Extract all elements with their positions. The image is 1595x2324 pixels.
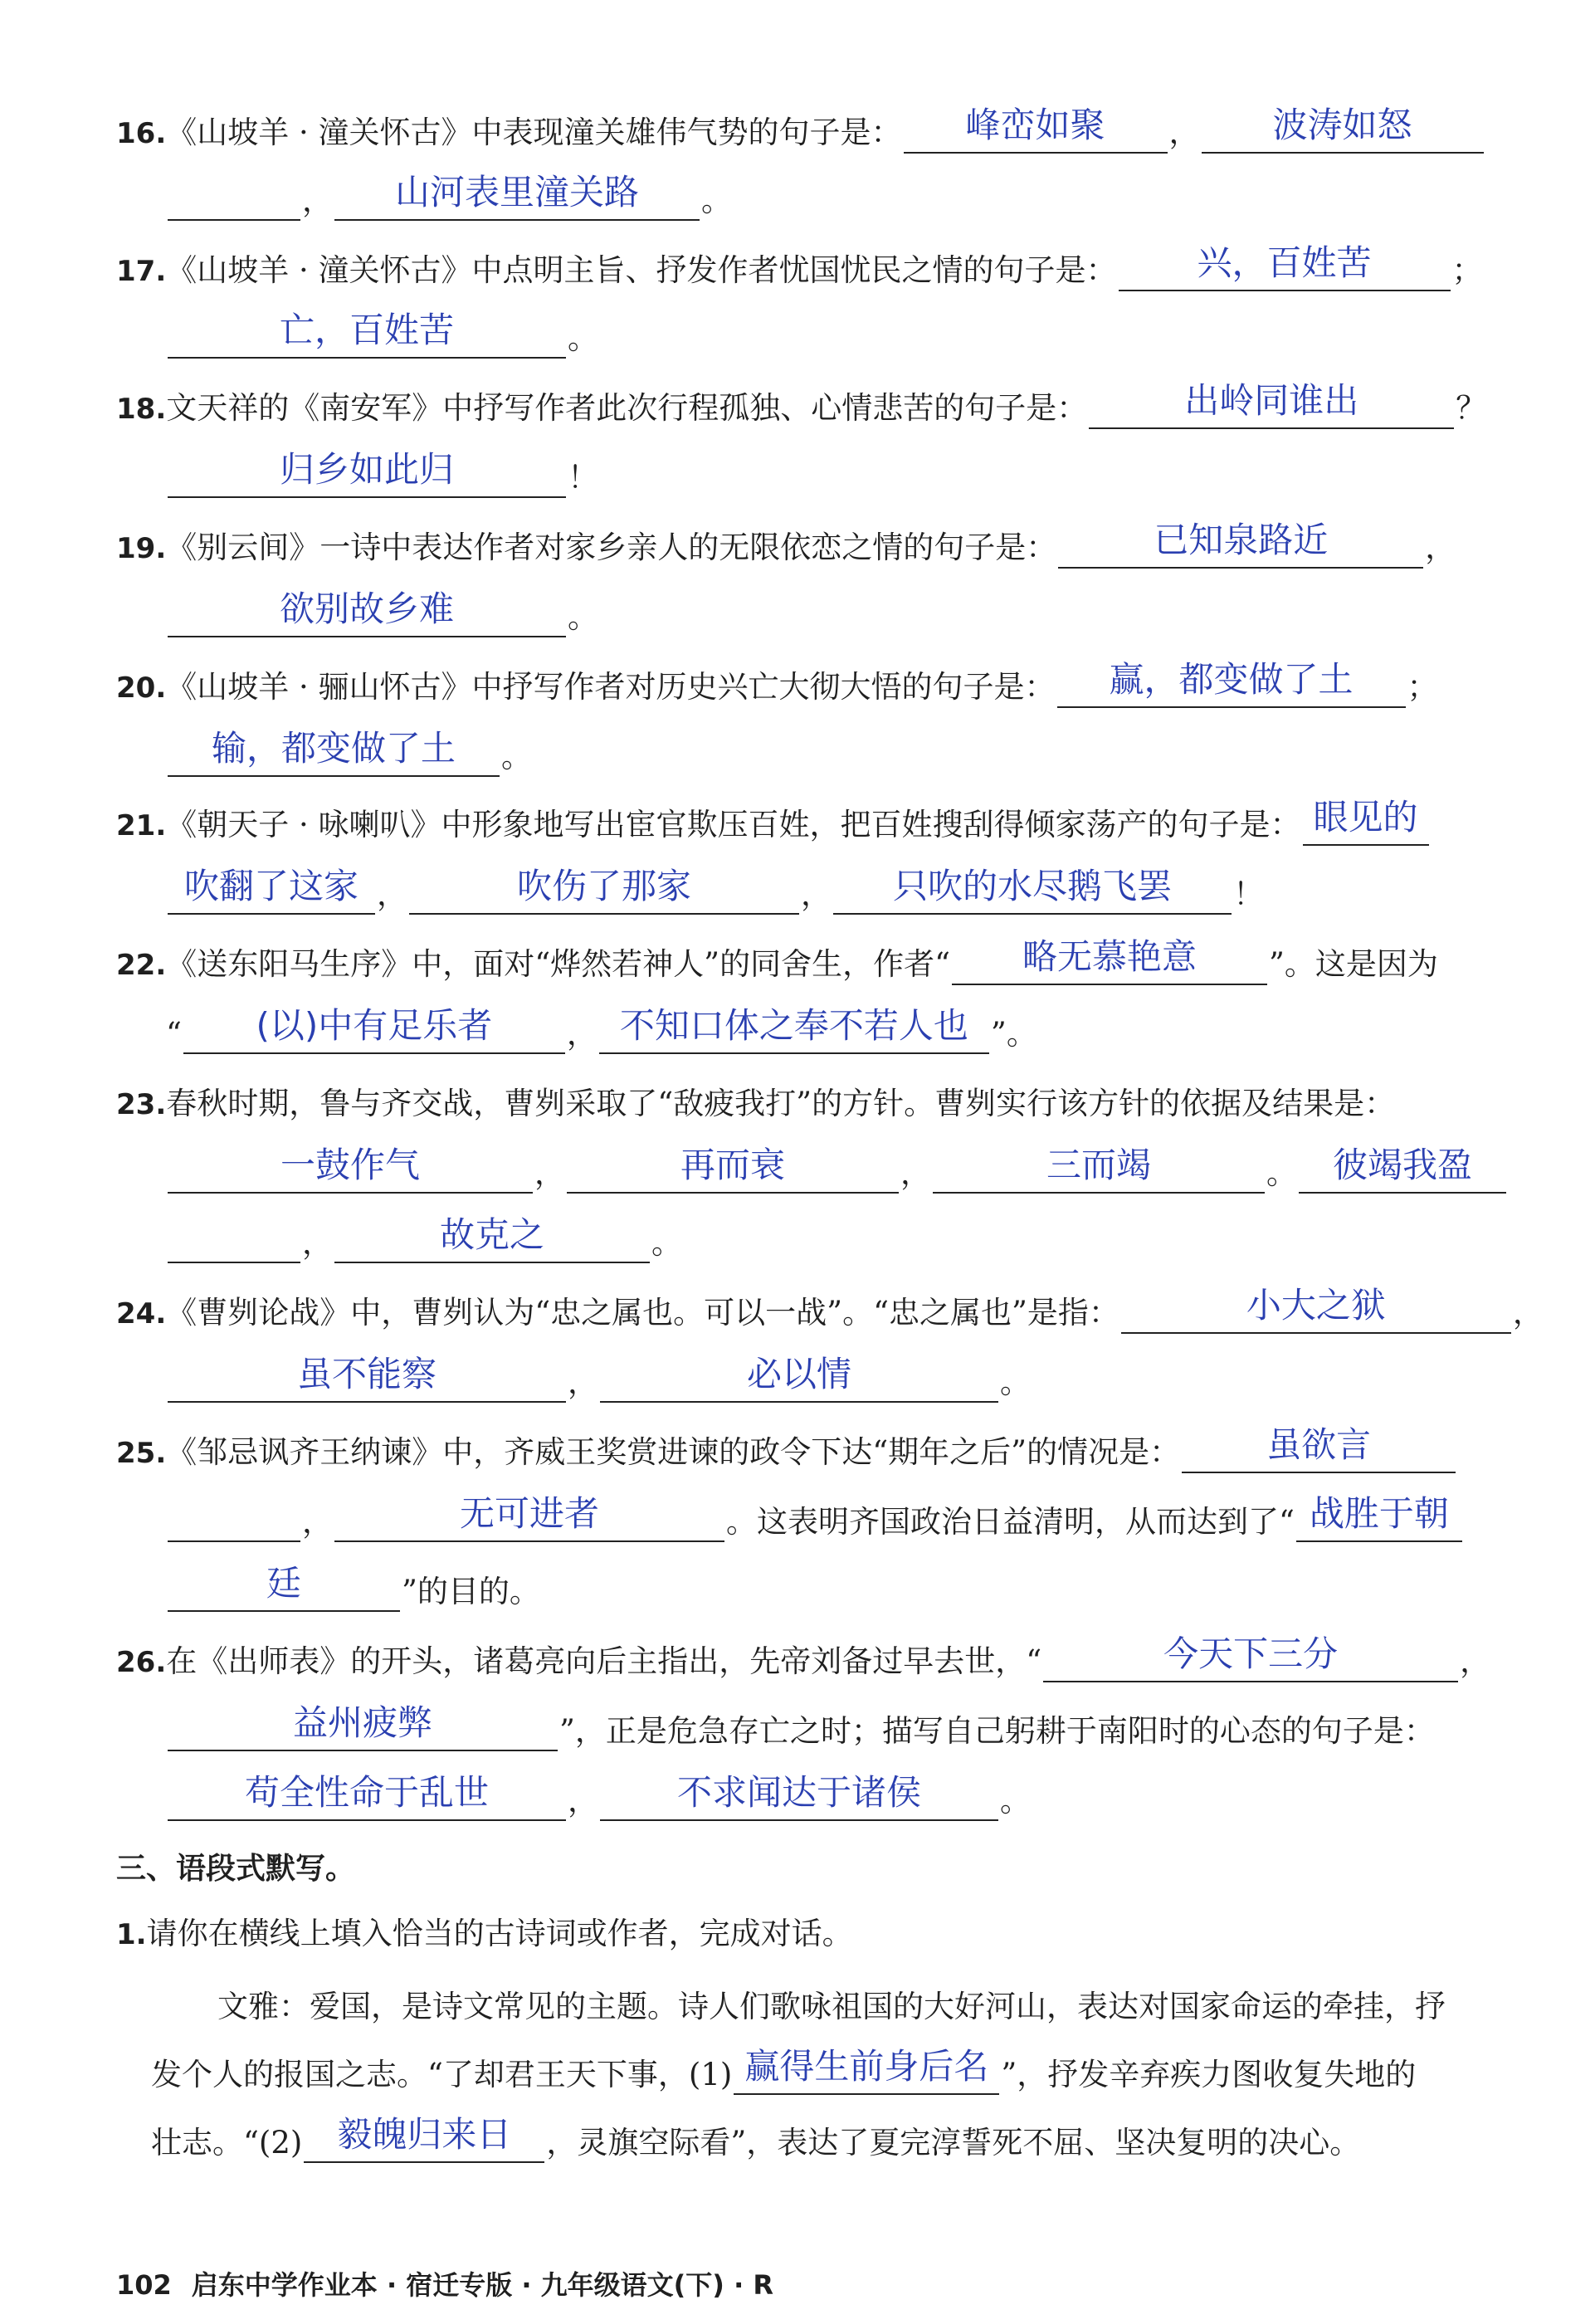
- answer-blank[interactable]: [1299, 1145, 1506, 1194]
- punct: ，: [1512, 1295, 1544, 1330]
- q26-line2: [166, 1702, 1435, 1751]
- punct: ，: [302, 1225, 333, 1261]
- answer-blank[interactable]: [168, 310, 566, 359]
- punct: ；: [1451, 252, 1483, 288]
- handwritten-answer: 略无慕艳意: [1022, 936, 1197, 977]
- punct: ，: [302, 1504, 333, 1540]
- handwritten-answer: 输，都变做了土: [211, 728, 456, 769]
- answer-blank[interactable]: [952, 936, 1267, 985]
- question-text: 《山坡羊 · 骊山怀古》中抒写作者对历史兴亡大彻大悟的句子是：: [166, 669, 1056, 705]
- answer-blank[interactable]: [168, 449, 566, 498]
- punct: ，: [900, 1155, 931, 1191]
- answer-blank[interactable]: [168, 728, 500, 777]
- q24-line1: [116, 1285, 1544, 1334]
- answer-blank[interactable]: [168, 1772, 566, 1821]
- handwritten-answer: 彼竭我盈: [1332, 1145, 1472, 1185]
- question-text: 《邹忌讽齐王纳谏》中，齐威王奖赏进谏的政令下达“期年之后”的情况是：: [166, 1434, 1181, 1470]
- dialog-line1: 文雅：爱国，是诗文常见的主题。诗人们歌咏祖国的大好河山，表达对国家命运的牵挂，抒: [217, 1989, 1446, 2024]
- punct: ！: [1233, 876, 1264, 912]
- punct: 。: [568, 320, 598, 356]
- handwritten-answer: 眼见的: [1313, 797, 1418, 837]
- handwritten-answer: 出岭同谁出: [1184, 380, 1359, 421]
- answer-blank[interactable]: [334, 1493, 724, 1542]
- handwritten-answer: 已知泉路近: [1154, 520, 1329, 560]
- question-number: 23.: [116, 1088, 167, 1121]
- q26-line3: [166, 1772, 1031, 1821]
- handwritten-answer: 吹翻了这家: [183, 866, 359, 906]
- punct: 。: [651, 1225, 682, 1261]
- punct: 。: [1000, 1783, 1031, 1819]
- answer-blank[interactable]: [1089, 380, 1454, 429]
- handwritten-answer: 必以情: [746, 1354, 851, 1394]
- q18-line1: [116, 380, 1487, 429]
- section-heading: 三、语段式默写。: [116, 1852, 356, 1886]
- answer-blank[interactable]: [1057, 659, 1406, 708]
- answer-blank[interactable]: [1303, 797, 1429, 846]
- answer-blank[interactable]: [304, 2114, 544, 2163]
- question-text: 在《出师表》的开头，诸葛亮向后主指出，先帝刘备过早去世，“: [166, 1643, 1042, 1679]
- q24-line2: [166, 1354, 1031, 1403]
- handwritten-answer: 益州疲弊: [292, 1702, 432, 1743]
- handwritten-answer: 归乡如此归: [279, 449, 454, 490]
- punct: 。: [1266, 1155, 1297, 1191]
- answer-blank[interactable]: [600, 1354, 998, 1403]
- handwritten-answer: 今天下三分: [1163, 1633, 1339, 1674]
- answer-blank[interactable]: [168, 1563, 400, 1612]
- answer-blank[interactable]: [1058, 520, 1423, 569]
- answer-blank[interactable]: [904, 105, 1168, 154]
- footer-title: 启东中学作业本 · 宿迁专版 · 九年级语文(下) · R: [191, 2269, 774, 2301]
- question-text: 《曹刿论战》中，曹刿认为“忠之属也。可以一战”。“忠之属也”是指：: [166, 1295, 1119, 1330]
- question-text: 《朝天子 · 咏喇叭》中形象地写出宦官欺压百姓，把百姓搜刮得倾家荡产的句子是：: [166, 807, 1301, 842]
- q18-line2: [166, 449, 598, 498]
- answer-blank[interactable]: [183, 1005, 565, 1054]
- dialog-line3: [151, 2114, 1361, 2163]
- answer-blank[interactable]: [168, 588, 566, 637]
- q21-line2: [166, 866, 1264, 915]
- punct: ，: [568, 1365, 598, 1400]
- punct: ，: [1460, 1643, 1491, 1679]
- q22-line2: [166, 1005, 1037, 1054]
- answer-blank[interactable]: [168, 1504, 300, 1542]
- answer-blank[interactable]: [168, 1145, 533, 1194]
- answer-blank[interactable]: [409, 866, 799, 915]
- punct: ，: [534, 1155, 565, 1191]
- punct: ；: [1407, 669, 1438, 705]
- q25-line1: [116, 1424, 1457, 1473]
- punct: 。: [568, 599, 598, 635]
- handwritten-answer: 故克之: [439, 1214, 544, 1255]
- answer-blank[interactable]: [600, 1772, 998, 1821]
- dialog-text: 壮志。“(2): [151, 2125, 303, 2160]
- handwritten-answer: 赢，都变做了土: [1109, 659, 1354, 700]
- punct: 。: [701, 183, 732, 218]
- question-number: 24.: [116, 1297, 167, 1330]
- handwritten-answer: 战胜于朝: [1309, 1493, 1449, 1534]
- punct: ，: [568, 1783, 598, 1819]
- page-footer: [116, 2264, 773, 2302]
- question-number: 16.: [116, 117, 167, 150]
- handwritten-answer: 吹伤了那家: [516, 866, 691, 906]
- answer-blank[interactable]: [168, 1225, 300, 1263]
- handwritten-answer: 毅魄归来日: [337, 2114, 512, 2155]
- q23-line3: [166, 1214, 682, 1263]
- answer-blank[interactable]: [1182, 1424, 1456, 1473]
- answer-blank[interactable]: [734, 2046, 999, 2095]
- answer-blank[interactable]: [1296, 1493, 1462, 1542]
- dialog-text: ”，抒发辛弃疾力图收复失地的: [1001, 2057, 1417, 2092]
- q21-line1: [116, 797, 1431, 846]
- handwritten-answer: 不求闻达于诸侯: [676, 1772, 921, 1813]
- handwritten-answer: 虽不能察: [296, 1354, 437, 1394]
- q16-line2: [166, 172, 732, 221]
- q22-line1: [116, 936, 1438, 985]
- handwritten-answer: 赢得生前身后名: [744, 2046, 989, 2087]
- answer-blank[interactable]: [168, 1702, 558, 1751]
- answer-blank[interactable]: [168, 183, 300, 221]
- question-number: 18.: [116, 393, 167, 426]
- answer-blank[interactable]: [168, 1354, 566, 1403]
- q25-line2: [166, 1493, 1464, 1542]
- q26-line1: [116, 1633, 1491, 1682]
- punct: ！: [568, 460, 598, 496]
- punct: 。: [1000, 1365, 1031, 1400]
- dialog-text: ，灵旗空际看”，表达了夏完淳誓死不屈、坚决复明的决心。: [546, 2125, 1361, 2160]
- question-text: ”，正是危急存亡之时；描写自己躬耕于南阳时的心态的句子是：: [559, 1713, 1435, 1749]
- punct: “: [166, 1016, 182, 1052]
- punct: ？: [1456, 390, 1487, 426]
- handwritten-answer: 峰峦如聚: [965, 105, 1105, 145]
- punct: ，: [377, 876, 407, 912]
- question-text: ”。这是因为: [1268, 946, 1438, 982]
- dialog-line2: [151, 2046, 1417, 2095]
- question-text: 。这表明齐国政治日益清明，从而达到了“: [726, 1504, 1295, 1540]
- answer-blank[interactable]: [1119, 242, 1451, 291]
- handwritten-answer: 兴，百姓苦: [1197, 242, 1372, 283]
- q19-line1: [116, 520, 1456, 569]
- answer-blank[interactable]: [833, 866, 1232, 915]
- answer-blank[interactable]: [334, 1214, 650, 1263]
- q17-line2: [166, 310, 598, 359]
- handwritten-answer: 廷: [266, 1563, 301, 1604]
- answer-blank[interactable]: [334, 172, 700, 221]
- question-number: 26.: [116, 1646, 167, 1679]
- handwritten-answer: 三而竭: [1046, 1145, 1151, 1185]
- question-text: 春秋时期，鲁与齐交战，曹刿采取了“敌疲我打”的方针。曹刿实行该方针的依据及结果是：: [166, 1086, 1396, 1121]
- handwritten-answer: 虽欲言: [1266, 1424, 1372, 1465]
- handwritten-answer: 再而衰: [680, 1145, 785, 1185]
- punct: ，: [1425, 530, 1456, 565]
- handwritten-answer: 欲别故乡难: [279, 588, 454, 629]
- question-number: 19.: [116, 532, 167, 565]
- q19-line2: [166, 588, 598, 637]
- question-number: 1.: [116, 1918, 147, 1951]
- question-number: 21.: [116, 809, 167, 842]
- punct: 。: [501, 739, 532, 774]
- question-text: 文天祥的《南安军》中抒写作者此次行程孤独、心情悲苦的句子是：: [166, 390, 1088, 426]
- punct: ，: [302, 183, 333, 218]
- s1-instruction: [116, 1914, 853, 1955]
- question-number: 20.: [116, 671, 167, 705]
- punct: ，: [566, 1016, 598, 1052]
- question-text: 请你在横线上填入恰当的古诗词或作者，完成对话。: [146, 1916, 853, 1951]
- answer-blank[interactable]: [1121, 1285, 1511, 1334]
- question-text: 《山坡羊 · 潼关怀古》中表现潼关雄伟气势的句子是：: [166, 115, 902, 150]
- question-text: 《山坡羊 · 潼关怀古》中点明主旨、抒发作者忧国忧民之情的句子是：: [166, 252, 1117, 288]
- question-number: 17.: [116, 255, 167, 288]
- question-text: ”的目的。: [402, 1574, 540, 1609]
- q17-line1: [116, 242, 1483, 291]
- answer-blank[interactable]: [1043, 1633, 1458, 1682]
- q23-line2: [166, 1145, 1508, 1194]
- handwritten-answer: 亡，百姓苦: [279, 310, 454, 350]
- question-number: 22.: [116, 949, 167, 982]
- q23-line1: [116, 1084, 1395, 1125]
- punct: ，: [1168, 115, 1200, 150]
- question-number: 25.: [116, 1437, 167, 1470]
- q16-line1: [116, 105, 1485, 154]
- handwritten-answer: 山河表里潼关路: [394, 172, 639, 212]
- q25-line3: [166, 1563, 540, 1612]
- q20-line2: [166, 728, 532, 777]
- page-number: 102: [116, 2269, 172, 2301]
- handwritten-answer: 苟全性命于乱世: [244, 1772, 489, 1813]
- answer-blank[interactable]: [599, 1005, 989, 1054]
- handwritten-answer: (以)中有足乐者: [256, 1005, 493, 1046]
- q20-line1: [116, 659, 1438, 708]
- answer-blank[interactable]: [933, 1145, 1265, 1194]
- punct: ”。: [990, 1016, 1037, 1052]
- question-text: 《送东阳马生序》中，面对“烨然若神人”的同舍生，作者“: [166, 946, 950, 982]
- handwritten-answer: 一鼓作气: [280, 1145, 420, 1185]
- question-text: 《别云间》一诗中表达作者对家乡亲人的无限依恋之情的句子是：: [166, 530, 1057, 565]
- handwritten-answer: 小大之狱: [1246, 1285, 1386, 1326]
- answer-blank[interactable]: [567, 1145, 899, 1194]
- handwritten-answer: 不知口体之奉不若人也: [619, 1005, 968, 1046]
- dialog-text: 发个人的报国之志。“了却君王天下事，(1): [151, 2057, 733, 2092]
- handwritten-answer: 波涛如怒: [1272, 105, 1412, 145]
- answer-blank[interactable]: [1202, 105, 1484, 154]
- handwritten-answer: 无可进者: [459, 1493, 599, 1534]
- punct: ，: [801, 876, 832, 912]
- answer-blank[interactable]: [168, 866, 375, 915]
- handwritten-answer: 只吹的水尽鹅飞罢: [892, 866, 1172, 906]
